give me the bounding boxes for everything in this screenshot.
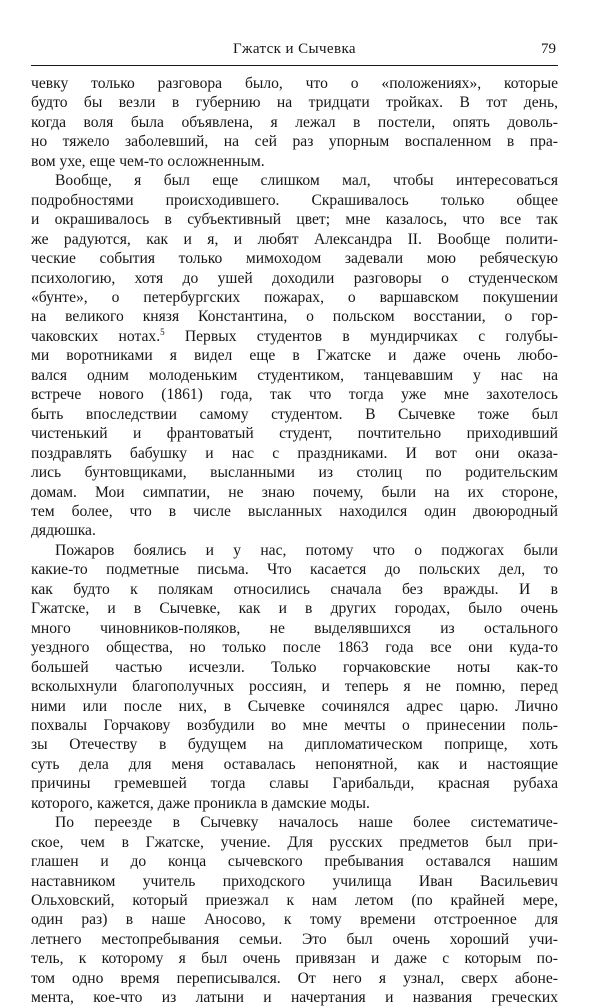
text-line: быть впоследствии самому студентом. В Сычевке тоже был: [31, 405, 558, 423]
text-line: лись бунтовщиками, высланными из столиц по родительским: [31, 464, 558, 482]
text-line: один раз) в наше Аносово, к тому времени отстроенное для: [31, 911, 558, 929]
text-line: уездного общества, но только после 1863 года все они куда-то: [31, 639, 558, 657]
text-line: ними или после них, в Сычевке сочинялся адрес царю. Лично: [31, 697, 558, 715]
text-line: как будто к полякам относились сначала без вражды. И в: [31, 580, 558, 598]
text-line: ское, чем в Гжатске, учение. Для русских предметов был при-: [31, 833, 558, 851]
text-line: поздравлять бабушку и нас с праздниками. И вот они оказа-: [31, 444, 558, 462]
text-line: зы Отечеству в будущем на дипломатическом поприще, хоть: [31, 736, 558, 754]
page-header: [31, 39, 558, 66]
text-line: Пожаров боялись и у нас, потому что о поджогах были: [55, 541, 558, 559]
text-line: том одно время переписывался. От него я узнал, сверх абоне-: [31, 969, 558, 987]
text-line: [31, 327, 558, 346]
text-line: на великого князя Константина, о польском восстании, о гор-: [31, 308, 558, 326]
body-text: [31, 74, 558, 1008]
text-line: но тяжело заболевший, на сей раз упорным воспаленном в пра-: [31, 133, 558, 151]
text-line: большей частью исчезли. Только горчаковские ноты как-то: [31, 658, 558, 676]
text-line: вом ухе, еще чем-то осложненным.: [31, 152, 265, 170]
footnote-marker[interactable]: 5: [160, 326, 165, 337]
text-line: По переезде в Сычевку началось наше более систематиче-: [55, 814, 558, 832]
text-line: много чиновников-поляков, не выделявшихся из остального: [31, 619, 558, 637]
text-line: Гжатске, и в Сычевке, как и в других городах, было очень: [31, 600, 558, 618]
text-line: вался одним молоденьким студентиком, танцевавшим у нас на: [31, 366, 558, 384]
paragraph: [31, 541, 558, 813]
text-line: похвалы Горчакову возбудили во мне мечты о принесении поль-: [31, 716, 558, 734]
text-line: «бунте», о петербургских пожарах, о варшавском покушении: [31, 288, 558, 306]
text-line: психологию, хотя до ушей доходили разговоры о студенческом: [31, 269, 558, 287]
text-line: Ольховский, который приезжал к нам летом (по крайней мере,: [31, 892, 558, 910]
text-line: подробностями происходившего. Скрашивалось только общее: [31, 191, 558, 209]
paragraph: [31, 171, 558, 541]
text-line: всколыхнули благополучных россиян, и теперь я не помню, перед: [31, 678, 558, 696]
book-page: [31, 39, 558, 1008]
text-line: чевку только разговора было, что о «положениях», которые: [31, 75, 558, 92]
text-line: тем более, что в числе высланных находился один двоюродный: [31, 502, 558, 520]
text-line: будто бы везли в губернию на тридцати тройках. В тот день,: [31, 94, 558, 112]
text-line: когда воля была объявлена, я лежал в постели, опять доволь-: [31, 113, 558, 131]
text-fragment: Первых студентов в мундирчиках с голубы-: [164, 327, 558, 345]
text-line: и окрашивалось в субъективный цвет; мне казалось, что все так: [31, 211, 558, 229]
text-line: дядюшка.: [31, 522, 96, 540]
text-line: глашен и до конца сычевского пребывания оставался нашим: [31, 853, 558, 871]
text-line: наставником учитель приходского училища Иван Васильевич: [31, 872, 558, 890]
text-line: ческие события только мимоходом задевали мою ребяческую: [31, 250, 558, 268]
paragraph: [31, 813, 558, 1008]
running-title: Гжатск и Сычевка: [232, 41, 356, 57]
text-line: какие-то подметные письма. Что касается до польских дел, то: [31, 561, 558, 579]
paragraph: [31, 74, 558, 171]
text-line: ми воротниками я видел еще в Гжатске и даже очень любо-: [31, 347, 558, 365]
text-line: чистенький и франтоватый студент, почтительно приходивший: [31, 425, 558, 443]
text-line: причины гремевшей тогда славы Гарибальди, красная рубаха: [31, 775, 558, 793]
text-line: летнего местопребывания семьи. Это был очень хороший учи-: [31, 930, 558, 948]
text-line: суть дела для меня оставалась непонятной, как и настоящие: [31, 755, 558, 773]
text-line: же радуются, как и я, и любят Александра II. Вообще полити-: [31, 230, 558, 248]
text-line: которого, кажется, даже проникла в дамские моды.: [31, 794, 370, 812]
text-line: тель, к которому я был очень привязан и даже с которым по-: [31, 950, 558, 968]
text-line: домам. Мои симпатии, не знаю почему, были на их стороне,: [31, 483, 558, 501]
text-line: Вообще, я был еще слишком мал, чтобы интересоваться: [55, 172, 558, 190]
text-line: мента, кое-что из латыни и начертания и названия греческих: [31, 989, 558, 1007]
text-line: встрече нового (1861) года, так что тогда уже мне захотелось: [31, 386, 558, 404]
text-fragment: чаковских нотах.: [31, 327, 161, 345]
page-number: 79: [541, 41, 556, 57]
